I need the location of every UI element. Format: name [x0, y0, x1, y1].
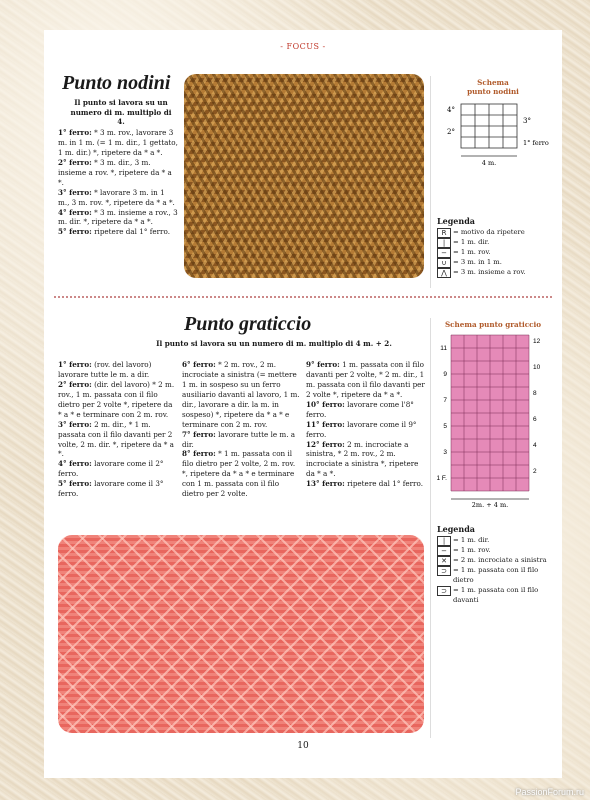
row-text: * 3 m. insieme a rov., 3 m. dir. *, ripetere da * a *.: [58, 207, 178, 227]
section2-title: Punto graticcio: [184, 313, 312, 335]
section2-sidebar: [430, 318, 555, 738]
row-label: 4° ferro:: [58, 459, 92, 469]
schema1-row3-label: 3°: [523, 117, 531, 125]
section2-legend: [437, 524, 549, 605]
section1-title: Punto nodini: [62, 72, 171, 94]
section-divider: [54, 296, 552, 298]
row-text: 2 m. dir., * 1 m. passata con il filo davanti per 2 volte, 2 m. dir. *, ripetere da * a *.: [58, 419, 174, 459]
legend-text: = 3 m. insieme a rov.: [453, 268, 526, 276]
section2-column-1: [58, 360, 178, 499]
instruction-row: [58, 188, 178, 208]
row-label: 9° ferro:: [306, 360, 340, 369]
legend1-list: [437, 228, 526, 278]
section1-instructions: [58, 128, 178, 237]
row-label: 4° ferro:: [58, 207, 92, 217]
instruction-row: [58, 360, 178, 380]
section1-legend: [437, 216, 526, 278]
row-label: 2° ferro:: [58, 379, 92, 389]
legend-item: [437, 228, 526, 238]
schema2-right-label: 2: [533, 468, 537, 475]
schema1-row1-label: 1° ferro: [523, 139, 549, 147]
legend-symbol-icon: ∪: [437, 258, 451, 268]
row-text: 1 m. passata con il filo davanti per 2 volte, * 2 m. dir., 1 m. passata con il filo davanti per 2 volte *, ripetere da * a *.: [306, 360, 425, 399]
schema1-row2-label: 2°: [447, 128, 455, 136]
instruction-row: [306, 440, 426, 480]
row-label: 3° ferro:: [58, 419, 92, 429]
legend-text: = motivo da ripetere: [453, 228, 525, 236]
schema2-diagram: [431, 329, 555, 509]
legend-text: = 3 m. in 1 m.: [453, 258, 502, 266]
legend-text: = 2 m. incrociate a sinistra: [453, 556, 547, 564]
legend-text: = 1 m. dir.: [453, 536, 490, 544]
schema2-left-label: 9: [443, 371, 447, 378]
row-text: * lavorare 3 m. in 1 m., 3 m. rov. *, ripetere da * a *.: [58, 187, 175, 207]
schema2-left-label: 5: [443, 423, 447, 430]
instruction-row: [306, 400, 426, 420]
schema1-width-label: 4 m.: [481, 159, 497, 167]
instruction-row: [182, 430, 302, 450]
schema2-right-label: 10: [533, 364, 541, 371]
row-text: lavorare come l'8° ferro.: [306, 399, 414, 419]
section2-column-3: [306, 360, 426, 489]
row-text: lavorare tutte le m. a dir.: [182, 429, 296, 449]
legend1-title: Legenda: [437, 216, 475, 226]
instruction-row: [58, 420, 178, 460]
row-label: 2° ferro:: [58, 157, 92, 167]
instruction-row: [58, 479, 178, 499]
instruction-row: [58, 128, 178, 158]
magazine-page: [44, 30, 562, 778]
row-text: (rov. del lavoro) lavorare tutte le m. a dir.: [58, 360, 152, 379]
row-label: 7° ferro:: [182, 429, 216, 439]
instruction-row: [306, 360, 426, 400]
legend-text: = 1 m. dir.: [453, 238, 490, 246]
instruction-row: [58, 227, 178, 237]
row-label: 10° ferro:: [306, 399, 345, 409]
legend-symbol-icon: ⋀: [437, 268, 451, 278]
schema2-left-label: 1 F.: [436, 475, 447, 482]
row-text: * 3 m. rov., lavorare 3 m. in 1 m. (= 1 m. dir., 1 gettato, 1 m. dir.) *, ripetere da * a *.: [58, 128, 178, 157]
legend-item: [437, 238, 526, 248]
instruction-row: [58, 208, 178, 228]
legend2-title: Legenda: [437, 524, 475, 534]
instruction-row: [306, 420, 426, 440]
legend-symbol-icon: |: [437, 238, 451, 248]
row-label: 8° ferro:: [182, 449, 216, 459]
schema2-right-label: 12: [533, 338, 541, 345]
section2-intro: Il punto si lavora su un numero di m. multiplo di 4 m. + 2.: [156, 339, 392, 348]
section1-sidebar: [430, 76, 555, 288]
row-text: ripetere dal 1° ferro.: [91, 227, 170, 237]
watermark: PassionForum.ru: [515, 787, 584, 797]
row-text: lavorare come il 3° ferro.: [58, 479, 164, 499]
legend-item: [437, 556, 549, 566]
legend-item: [437, 268, 526, 278]
legend-symbol-icon: |: [437, 536, 451, 546]
legend-item: [437, 586, 549, 606]
schema2-title: Schema punto graticcio: [444, 320, 542, 329]
instruction-row: [182, 360, 302, 430]
page-number: 10: [297, 741, 309, 751]
legend-item: [437, 248, 526, 258]
row-label: 3° ferro:: [58, 187, 92, 197]
row-label: 5° ferro:: [58, 479, 92, 489]
schema2-left-label: 11: [440, 345, 447, 352]
legend-symbol-icon: ✕: [437, 556, 451, 566]
running-header: - FOCUS -: [280, 42, 326, 51]
section1-intro: Il punto si lavora su un numero di m. multiplo di 4.: [70, 98, 172, 127]
legend-text: = 1 m. rov.: [453, 546, 491, 554]
legend2-list: [437, 536, 549, 605]
row-text: * 3 m. dir., 3 m. insieme a rov. *, ripetere da * a *.: [58, 157, 172, 187]
schema2-left-label: 7: [443, 397, 447, 404]
section2-column-2: [182, 360, 302, 499]
legend-symbol-icon: R: [437, 228, 451, 238]
legend-symbol-icon: ⊃: [437, 566, 451, 576]
schema1-row4-label: 4°: [447, 106, 455, 114]
schema2-right-label: 4: [533, 442, 537, 449]
instruction-row: [58, 158, 178, 188]
schema2-left-label: 3: [443, 449, 447, 456]
legend-item: [437, 258, 526, 268]
row-label: 1° ferro:: [58, 360, 92, 369]
schema1-diagram: [431, 96, 555, 170]
legend-text: = 1 m. passata con il filo davanti: [453, 585, 539, 604]
row-text: lavorare come il 2° ferro.: [58, 459, 164, 479]
row-label: 6° ferro:: [182, 360, 216, 369]
legend-symbol-icon: −: [437, 248, 451, 258]
schema2-right-label: 6: [533, 416, 537, 423]
instruction-row: [306, 479, 426, 489]
row-label: 13° ferro:: [306, 479, 345, 489]
schema1-title: Schema punto nodini: [467, 78, 519, 96]
legend-item: [437, 536, 549, 546]
legend-item: [437, 566, 549, 586]
row-label: 12° ferro:: [306, 439, 345, 449]
legend-text: = 1 m. rov.: [453, 248, 491, 256]
instruction-row: [58, 380, 178, 420]
schema2-right-label: 8: [533, 390, 537, 397]
legend-symbol-icon: ⊃: [437, 586, 451, 596]
row-text: * 2 m. rov., 2 m. incrociate a sinistra (= mettere 1 m. in sospeso su un ferro ausiliario davanti al lavoro, 1 m. dir., lavorare a dir. la m. in sospeso) *, ripetere da * a * e terminare con 2 m. rov.: [182, 360, 300, 429]
row-label: 5° ferro:: [58, 227, 92, 237]
legend-item: [437, 546, 549, 556]
legend-symbol-icon: −: [437, 546, 451, 556]
row-text: 2 m. incrociate a sinistra, * 2 m. rov., 2 m. incrociate a sinistra *, ripetere da * a *.: [306, 439, 419, 479]
punto-nodini-photo: [184, 74, 424, 278]
instruction-row: [58, 459, 178, 479]
row-label: 11° ferro:: [306, 419, 345, 429]
row-text: (dir. del lavoro) * 2 m. rov., 1 m. passata con il filo dietro per 2 volte *, ripetere da * a * e terminare con 2 m. rov.: [58, 379, 175, 419]
row-text: ripetere dal 1° ferro.: [344, 479, 423, 489]
schema2-bottom-label: 2m. + 4 m.: [471, 501, 509, 509]
instruction-row: [182, 449, 302, 499]
row-text: * 1 m. passata con il filo dietro per 2 volte, 2 m. rov. *, ripetere da * a * e terminare con 1 m. passata con il filo dietro per 2 volte.: [182, 449, 296, 499]
punto-graticcio-photo: [58, 535, 424, 733]
row-label: 1° ferro:: [58, 128, 92, 137]
row-text: lavorare come il 9° ferro.: [306, 419, 417, 439]
legend-text: = 1 m. passata con il filo dietro: [453, 566, 539, 584]
